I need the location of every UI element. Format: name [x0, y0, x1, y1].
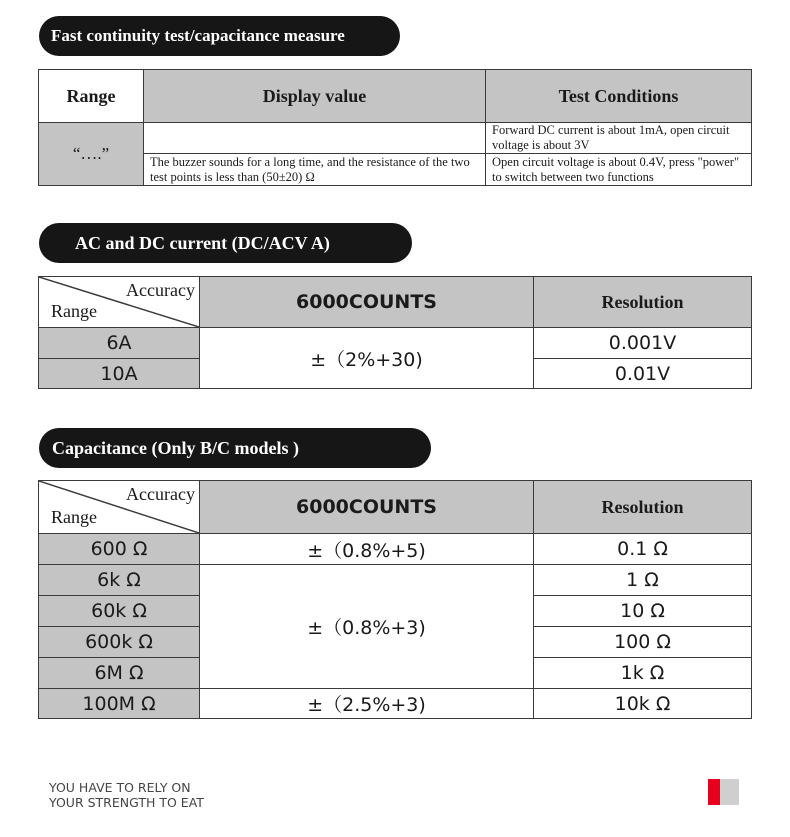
section-title-current: AC and DC current (DC/ACV A) [39, 223, 412, 263]
condition-bottom: Open circuit voltage is about 0.4V, press "power" to switch between two functions [486, 154, 752, 186]
range-cell: 10A [39, 359, 200, 389]
resolution-cell: 0.01V [534, 359, 752, 389]
footer-slogan [49, 780, 204, 810]
accuracy-cell: ±（0.8%+5) [200, 534, 534, 565]
accuracy-cell: ±（0.8%+3) [200, 565, 534, 689]
header-accuracy: Accuracy [126, 484, 195, 504]
section-title-continuity: Fast continuity test/capacitance measure [39, 16, 400, 56]
footer-line-2: YOUR STRENGTH TO EAT [49, 795, 204, 810]
header-counts: 6000COUNTS [200, 277, 534, 328]
range-cell: 600 Ω [39, 534, 200, 565]
resolution-cell: 10k Ω [534, 689, 752, 719]
resolution-cell: 100 Ω [534, 627, 752, 658]
condition-top: Forward DC current is about 1mA, open circuit voltage is about 3V [486, 123, 752, 154]
header-range: Range [51, 301, 97, 321]
header-accuracy-range [39, 277, 200, 328]
header-counts: 6000COUNTS [200, 481, 534, 534]
header-range: Range [39, 70, 144, 123]
display-empty [144, 123, 486, 154]
resolution-cell: 1 Ω [534, 565, 752, 596]
range-cell: 6k Ω [39, 565, 200, 596]
resolution-cell: 0.001V [534, 328, 752, 359]
header-accuracy: Accuracy [126, 280, 195, 300]
resolution-cell: 1k Ω [534, 658, 752, 689]
capacitance-table [38, 480, 752, 719]
range-cell: 6M Ω [39, 658, 200, 689]
range-cell: 600k Ω [39, 627, 200, 658]
header-resolution: Resolution [534, 481, 752, 534]
accuracy-cell: ±（2%+30) [200, 328, 534, 389]
resolution-cell: 0.1 Ω [534, 534, 752, 565]
header-test-conditions: Test Conditions [486, 70, 752, 123]
brand-mark-red [708, 779, 720, 805]
brand-mark-gray [720, 779, 739, 805]
range-cell: 60k Ω [39, 596, 200, 627]
section-title-capacitance: Capacitance (Only B/C models ) [39, 428, 431, 468]
range-cell: 6A [39, 328, 200, 359]
current-table [38, 276, 752, 389]
header-resolution: Resolution [534, 277, 752, 328]
range-symbol: “….” [39, 123, 144, 186]
range-cell: 100M Ω [39, 689, 200, 719]
header-display-value: Display value [144, 70, 486, 123]
accuracy-cell: ±（2.5%+3) [200, 689, 534, 719]
footer-line-1: YOU HAVE TO RELY ON [49, 780, 191, 795]
resolution-cell: 10 Ω [534, 596, 752, 627]
header-accuracy-range [39, 481, 200, 534]
display-value-text: The buzzer sounds for a long time, and the resistance of the two test points is less than (50±20) Ω [144, 154, 486, 186]
header-range: Range [51, 507, 97, 527]
continuity-table [38, 69, 752, 186]
